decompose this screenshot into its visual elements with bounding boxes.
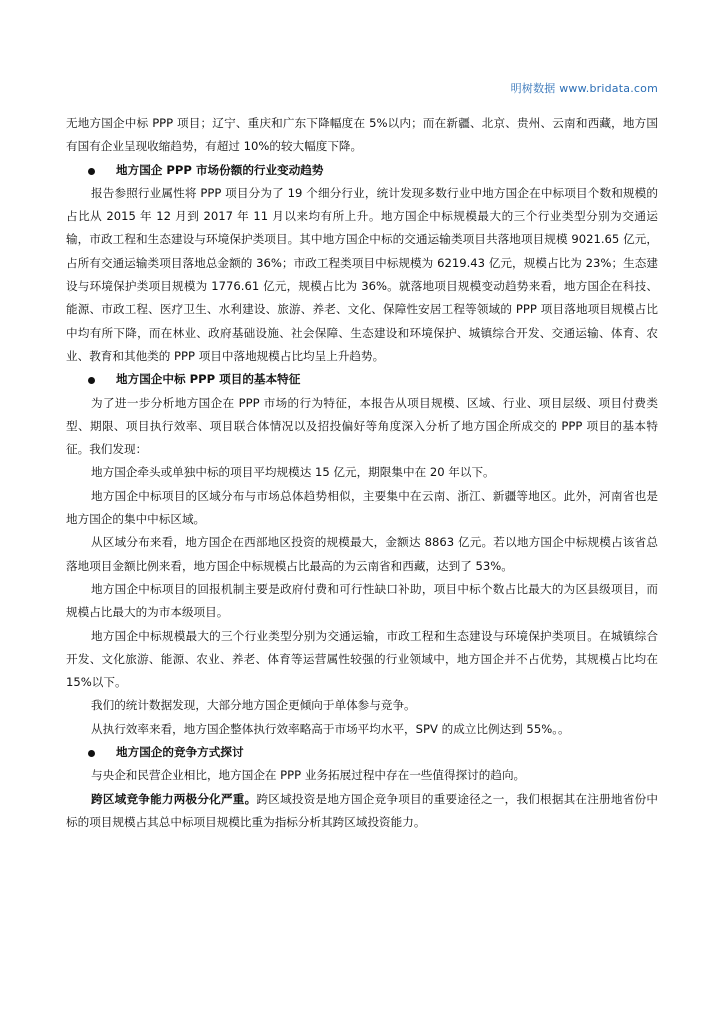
section-heading-industry-trend	[66, 159, 658, 182]
paragraph	[66, 788, 658, 835]
paragraph: 地方国企中标规模最大的三个行业类型分别为交通运输，市政工程和生态建设与环境保护类项目。在城镇综合开发、文化旅游、能源、农业、养老、体育等运营属性较强的行业领域中，地方国企并不占优势，其规模占比均在 15%以下。	[66, 628, 658, 690]
paragraph: 地方国企中标项目的回报机制主要是政府付费和可行性缺口补助，项目中标个数占比最大的为区县级项目，而规模占比最大的为市本级项目。	[66, 581, 658, 620]
paragraph: 无地方国企中标 PPP 项目；辽宁、重庆和广东下降幅度在 5%以内；而在新疆、北京、贵州、云南和西藏，地方国有国有企业呈现收缩趋势，有超过 10%的较大幅度下降。	[66, 116, 658, 154]
paragraph: 地方国企中标项目的区域分布与市场总体趋势相似，主要集中在云南、浙江、新疆等地区。此外，河南省也是地方国企的集中中标区域。	[66, 488, 658, 527]
document-body	[66, 112, 658, 834]
header-url[interactable]: www.bridata.com	[559, 82, 658, 95]
paragraph: 从区域分布来看，地方国企在西部地区投资的规模最大，金额达 8863 亿元。若以地方国企中标规模占该省总落地项目金额比例来看，地方国企中标规模占比最高的为云南省和西藏，达到了 53%。	[66, 535, 658, 573]
bold-lead: 跨区域竞争能力两极分化严重。	[91, 791, 257, 806]
paragraph: 为了进一步分析地方国企在 PPP 市场的行为特征，本报告从项目规模、区域、行业、项目层级、项目付费类型、期限、项目执行效率、项目联合体情况以及招投偏好等角度深入分析了地方国企所成交的 PPP 项目的基本特征。我们发现：	[66, 395, 658, 457]
header-brand: 明树数据	[510, 82, 556, 95]
paragraph: 我们的统计数据发现，大部分地方国企更倾向于单体参与竞争。	[91, 698, 416, 713]
section-heading-text: 地方国企 PPP 市场份额的行业变动趋势	[116, 162, 324, 177]
section-heading-competition	[66, 741, 658, 764]
paragraph: 地方国企牵头或单独中标的项目平均规模达 15 亿元，期限集中在 20 年以下。	[91, 465, 495, 480]
paragraph: 与央企和民营企业相比，地方国企在 PPP 业务拓展过程中存在一些值得探讨的趋向。	[91, 768, 526, 783]
paragraph: 报告参照行业属性将 PPP 项目分为了 19 个细分行业，统计发现多数行业中地方国企在中标项目个数和规模的占比从 2015 年 12 月到 2017 年 11 月以来均有所上升。地方国企中标规模最大的三个行业类型分别为交通运输，市政工程和生态建设与环境保护类项目。其中地方国企中标的交通运输类项目共落地项目规模 9021.65 亿元，占所有交通运输类项目落地总金额的 36%；市政工程类项目中标规模为 6219.43 亿元，规模占比为 23%；生态建设与环境保护类项目规模为 1776.61 亿元，规模占比为 36%。就落地项目规模变动趋势来看，地方国企在科技、能源、市政工程、医疗卫生、水利建设、旅游、养老、文化、保障性安居工程等领域的 PPP 项目落地项目规模占比中均有所下降，而在林业、政府基础设施、社会保障、生态建设和环境保护、城镇综合开发、交通运输、体育、农业、教育和其他类的 PPP 项目中落地规模占比均呈上升趋势。	[66, 185, 658, 363]
bullet-icon	[88, 750, 95, 757]
page-header	[511, 80, 658, 96]
section-heading-text: 地方国企中标 PPP 项目的基本特征	[116, 372, 301, 387]
section-heading-basic-features	[66, 368, 658, 391]
bullet-icon	[88, 168, 95, 175]
section-heading-text: 地方国企的竞争方式探讨	[116, 745, 244, 760]
paragraph-rest: 跨区域投资是地方国企竞争项目的重要途径之一，我们根据其在注册地省份中标的项目规模占其总中标项目规模比重为指标分析其跨区域投资能力。	[66, 791, 658, 829]
paragraph: 从执行效率来看，地方国企整体执行效率略高于市场平均水平，SPV 的成立比例达到 55%。。	[91, 721, 570, 736]
bullet-icon	[88, 377, 95, 384]
